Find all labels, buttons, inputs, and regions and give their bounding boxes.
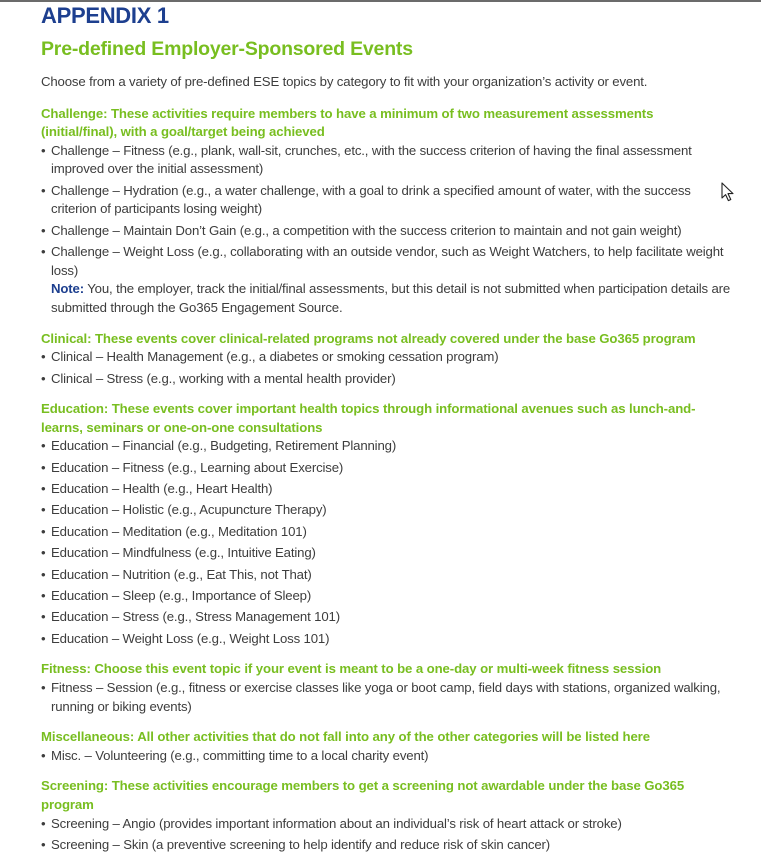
- appendix-label: APPENDIX 1: [41, 3, 169, 28]
- section-heading-misc: Miscellaneous: All other activities that do not fall into any of the other categories will be listed here: [41, 729, 650, 745]
- section-education: [41, 400, 731, 648]
- list-item: • Misc. – Volunteering (e.g., committing time to a local charity event): [41, 747, 731, 766]
- misc-list: [41, 747, 731, 766]
- list-item: • Education – Mindfulness (e.g., Intuitive Eating): [41, 544, 731, 563]
- document-page: [41, 4, 731, 855]
- clinical-list: [41, 348, 731, 388]
- section-heading-education: Education: These events cover important health topics through informational avenues such as lunch-and-learns, seminars or one-on-one consultations: [41, 401, 696, 435]
- section-challenge: [41, 105, 731, 318]
- list-item: • Clinical – Stress (e.g., working with a mental health provider): [41, 370, 731, 389]
- fitness-list: [41, 679, 731, 716]
- section-misc: [41, 728, 731, 765]
- list-item: • Challenge – Fitness (e.g., plank, wall-sit, crunches, etc., with the success criterion of having the final assessment improved over the initial assessment): [41, 142, 731, 179]
- list-item: • Education – Sleep (e.g., Importance of Sleep): [41, 587, 731, 606]
- list-item: • Screening – Skin (a preventive screening to help identify and reduce risk of skin cancer): [41, 836, 731, 855]
- mouse-pointer-icon: [721, 182, 735, 202]
- section-heading-clinical: Clinical: These events cover clinical-related programs not already covered under the base Go365 program: [41, 330, 696, 346]
- list-item: • Education – Meditation (e.g., Meditation 101): [41, 523, 731, 542]
- section-fitness: [41, 660, 731, 716]
- note-text: You, the employer, track the initial/final assessments, but this detail is not submitted when participation details are submitted through the Go365 Engagement Source.: [51, 281, 731, 315]
- list-item: • Education – Fitness (e.g., Learning about Exercise): [41, 459, 731, 478]
- section-screening: [41, 777, 731, 854]
- list-item: • Education – Health (e.g., Heart Health): [41, 480, 731, 499]
- challenge-list: [41, 142, 731, 281]
- list-item: • Education – Nutrition (e.g., Eat This, not That): [41, 566, 731, 585]
- education-list: [41, 437, 731, 648]
- list-item: • Education – Stress (e.g., Stress Management 101): [41, 608, 731, 627]
- list-item: • Challenge – Weight Loss (e.g., collaborating with an outside vendor, such as Weight Watchers, to help facilitate weight loss): [41, 243, 731, 280]
- list-item: • Challenge – Hydration (e.g., a water challenge, with a goal to drink a specified amount of water, with the success criterion of participants losing weight): [41, 182, 731, 219]
- section-heading-screening: Screening: These activities encourage members to get a screening not awardable under the base Go365 program: [41, 778, 685, 812]
- list-item: • Screening – Angio (provides important information about an individual’s risk of heart attack or stroke): [41, 815, 731, 834]
- page-title: Pre-defined Employer-Sponsored Events: [41, 38, 413, 60]
- list-item: • Challenge – Maintain Don’t Gain (e.g., a competition with the success criterion to maintain and not gain weight): [41, 222, 731, 241]
- section-heading-challenge: Challenge: These activities require members to have a minimum of two measurement assessments (initial/final), with a goal/target being achieved: [41, 105, 654, 140]
- top-divider: [0, 0, 761, 2]
- list-item: • Clinical – Health Management (e.g., a diabetes or smoking cessation program): [41, 348, 731, 367]
- note-label: Note:: [51, 281, 84, 297]
- list-item: • Education – Weight Loss (e.g., Weight Loss 101): [41, 630, 731, 649]
- challenge-note: [41, 280, 731, 317]
- section-clinical: [41, 330, 731, 389]
- list-item: • Education – Holistic (e.g., Acupuncture Therapy): [41, 501, 731, 520]
- screening-list: [41, 815, 731, 855]
- list-item: • Education – Financial (e.g., Budgeting, Retirement Planning): [41, 437, 731, 456]
- list-item: • Fitness – Session (e.g., fitness or exercise classes like yoga or boot camp, field days with stations, organized walking, running or biking events): [41, 679, 731, 716]
- section-heading-fitness: Fitness: Choose this event topic if your event is meant to be a one-day or multi-week fitness session: [41, 661, 662, 677]
- intro-paragraph: Choose from a variety of pre-defined ESE topics by category to fit with your organization’s activity or event.: [41, 74, 648, 89]
